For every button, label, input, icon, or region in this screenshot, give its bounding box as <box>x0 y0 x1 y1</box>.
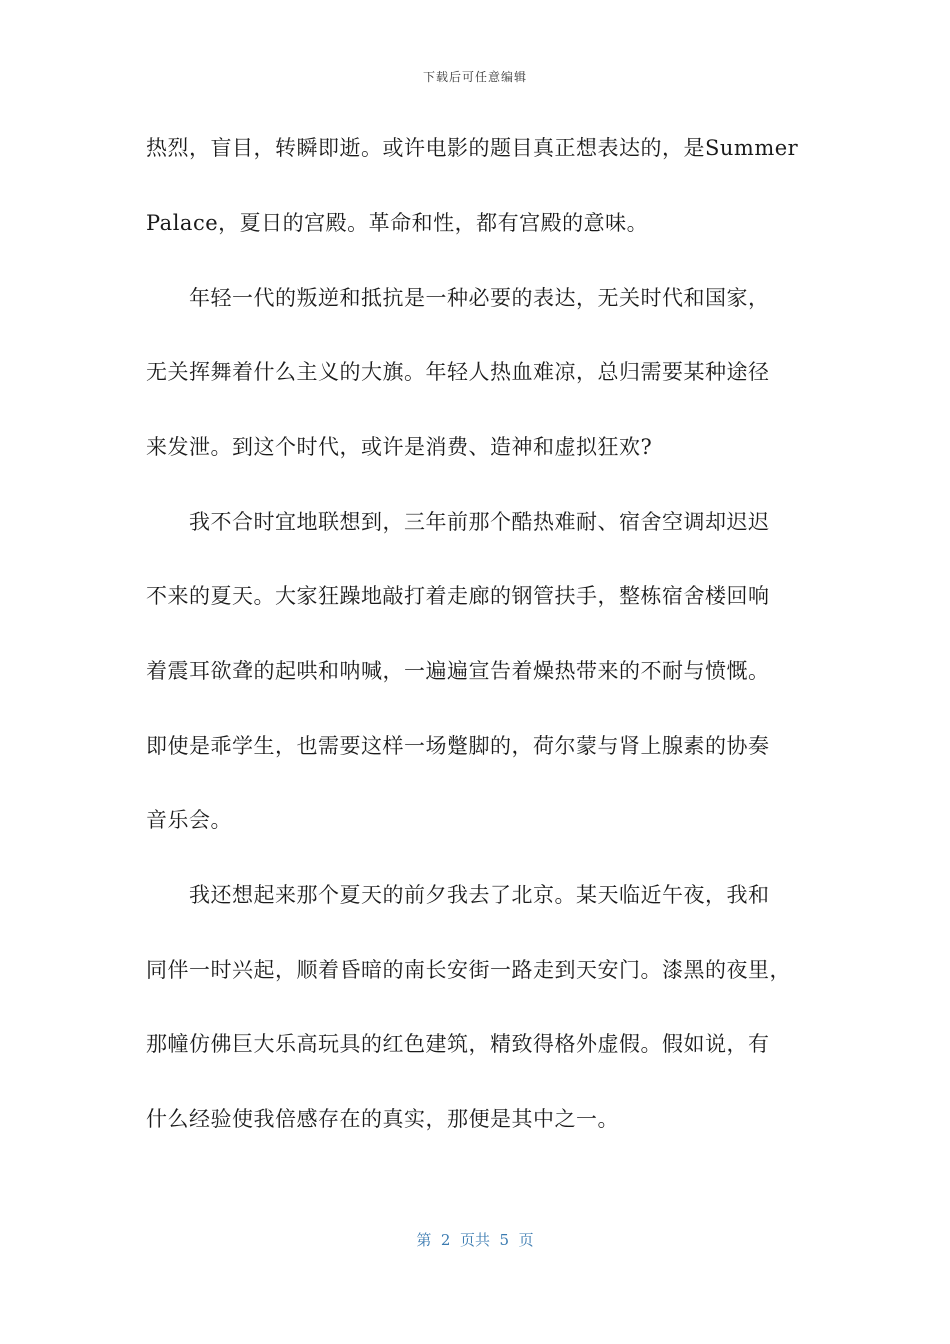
text-line: 来发泄。到这个时代，或许是消费、造神和虚拟狂欢? <box>146 435 653 459</box>
text-line: 热烈，盲目，转瞬即逝。或许电影的题目真正想表达的，是Summer <box>146 136 799 160</box>
text-line: 同伴一时兴起，顺着昏暗的南长安街一路走到天安门。漆黑的夜里， <box>146 958 791 982</box>
text-line: 不来的夏天。大家狂躁地敲打着走廊的钢管扶手，整栋宿舍楼回响 <box>146 584 770 608</box>
text-line: 我还想起来那个夏天的前夕我去了北京。某天临近午夜，我和 <box>146 883 770 907</box>
page-number-footer: 第 2 页共 5 页 <box>416 1231 534 1249</box>
text-line: 即使是乖学生，也需要这样一场蹩脚的，荷尔蒙与肾上腺素的协奏 <box>146 734 770 758</box>
text-line: Palace，夏日的宫殿。革命和性，都有宫殿的意味。 <box>146 211 649 235</box>
header-note: 下载后可任意编辑 <box>422 70 527 84</box>
text-line: 着震耳欲聋的起哄和呐喊，一遍遍宣告着燥热带来的不耐与愤慨。 <box>146 659 770 683</box>
text-line: 音乐会。 <box>146 808 232 832</box>
text-line: 什么经验使我倍感存在的真实，那便是其中之一。 <box>146 1107 619 1131</box>
text-line: 那幢仿佛巨大乐高玩具的红色建筑，精致得格外虚假。假如说，有 <box>146 1032 770 1056</box>
text-line: 年轻一代的叛逆和抵抗是一种必要的表达，无关时代和国家， <box>146 286 770 310</box>
text-line: 我不合时宜地联想到，三年前那个酷热难耐、宿舍空调却迟迟 <box>146 510 770 534</box>
text-line: 无关挥舞着什么主义的大旗。年轻人热血难凉，总归需要某种途径 <box>146 360 770 384</box>
